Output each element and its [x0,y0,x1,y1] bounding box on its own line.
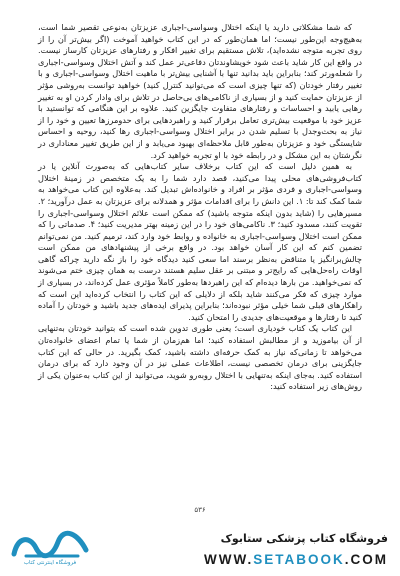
store-url[interactable] [204,552,388,567]
footer-banner [0,526,400,576]
store-name: فروشگاه کتاب پزشکی ستابوک [220,532,388,545]
url-suffix: .COM [344,552,388,567]
setabook-logo-icon [8,530,92,560]
paragraph-1: که شما مشکلاتی دارید یا اینکه اختلال وسواسی-اجباری عزیزتان به‌نوعی تقصیر شما است، به‌هیچ‌وجه این‌طور نیست؛ اما همان‌طور که در این کتاب خواهید آموخت (اگر بیش‌تر آن را از روی تجربه متوجه نشده‌اید)، تلاش مستقیم برای تغییر افکار و رفتارهای عزیزتان کارساز نیست. در واقع این کار شاید باعث شود خویشاوندتان دفاعی‌تر عمل کند و آتش اختلال وسواسی-اجباری را شعله‌ورتر کند؛ بنابراین باید بدانید تنها با آشنایی بیش‌تر با ماهیت اختلال وسواسی-اجباری و با تغییر رفتار خودتان (که تنها چیزی است که می‌توانید کنترل کنید) خواهید توانست به‌روشی مؤثر از عزیزتان حمایت کنید و از بسیاری از ناکامی‌های بی‌حاصل در تلاش برای وادار کردن او به تغییر رهایی یابید و احساسات و رفتارهای متفاوت جایگزین کنید. علاوه بر این هنگامی که توانستید با عزیز خود با موقعیت بیش‌تری تعامل برقرار کنید و راهبردهایی برای حدومرزها تعیین و خود را از نیاز به بحث‌وجدل با تسلیم شدن در برابر اختلال وسواسی-اجباری رها کنید، روحیه و احساس شایستگی خود و عزیزتان به‌طور قابل ملاحظه‌ای بهبود می‌یابد و از این طریق تغییر معناداری در نگرشتان به این مشکل و در رابطه خود با او تجربه خواهید کرد. [38,22,362,160]
page-body [38,22,362,393]
paragraph-2: به همین دلیل است که این کتاب برخلاف سایر کتاب‌هایی که به‌صورت آنلاین یا در کتاب‌فروشی‌های محلی پیدا می‌کنید، قصد دارد شما را به یک متخصص در زمینهٔ اختلال وسواسی-اجباری و فردی مؤثر بر افراد و خانواده‌اش تبدیل کند. به‌علاوه این کتاب می‌خواهد به شما کمک کند تا: ۱. این دانش را برای اقدامات مؤثر و همدلانه برای عزیزتان به عمل درآورید؛ ۲. مسیرهایی را (شاید بدون اینکه متوجه باشید) که ممکن است علائم اختلال وسواسی-اجباری را تقویت کنند، مسدود کنید؛ ۳. ناکامی‌های خود را در این زمینه بهتر مدیریت کنید؛ ۴. صدماتی را که ممکن است اختلال وسواسی-اجباری به خانواده و روابط خود وارد کند، ترمیم کنید. من نمی‌توانم تضمین کنم که این کار آسان خواهد بود. در واقع برخی از پیشنهادهای من ممکن است چالش‌برانگیز یا متناقض به‌نظر برسند اما سعی کنید دیدگاه خود را باز نگه دارید چراکه گاهی اوقات راه‌حل‌هایی که رایج‌تر و مبتنی بر عقل سلیم هستند درست به همان چیزی ختم می‌شوند که نمی‌خواهید. من بارها دیده‌ام که این راهبردها به‌طور کاملاً مؤثری عمل کرده‌اند، در بسیاری از موارد چیزی که فکر می‌کنند شاید بلکه از دلایلی که این کتاب را انتخاب کرده‌اید این است که راهکارهای قبلی شما خیلی مؤثر نبوده‌اند؛ بنابراین پذیرای ایده‌های جدید باشید و خودتان را آماده کنید تا رفتارها و موقعیت‌های جدیدی را امتحان کنید. [38,161,362,322]
page-number: ۵۳۶ [194,506,206,514]
logo-tagline: فروشگاه اینترنتی کتاب [23,560,77,566]
setabook-logo [8,530,92,572]
paragraph-3: این کتاب یک کتاب خودیاری است؛ یعنی طوری تدوین شده است که بتوانید خودتان به‌تنهایی از آن بیاموزید و از مطالبش استفاده کنید؛ اما هم‌زمان از شما یا تمام اعضای خانواده‌تان می‌خواهد تا زمانی‌که نیاز به کمک حرفه‌ای داشته باشید، کمک بگیرید. در حالی که این کتاب جایگزینی برای درمان تخصصی نیست، اطلاعات عملی نیز در آن وجود دارد که برای درمان استفاده کنید. به‌جای اینکه به‌تنهایی با اختلال روبه‌رو شوید، می‌توانید از این کتاب به‌عنوان یکی از روش‌های زیر استفاده کنید: [38,323,362,392]
url-prefix: WWW. [204,552,254,567]
url-brand: SETABOOK [253,552,345,567]
